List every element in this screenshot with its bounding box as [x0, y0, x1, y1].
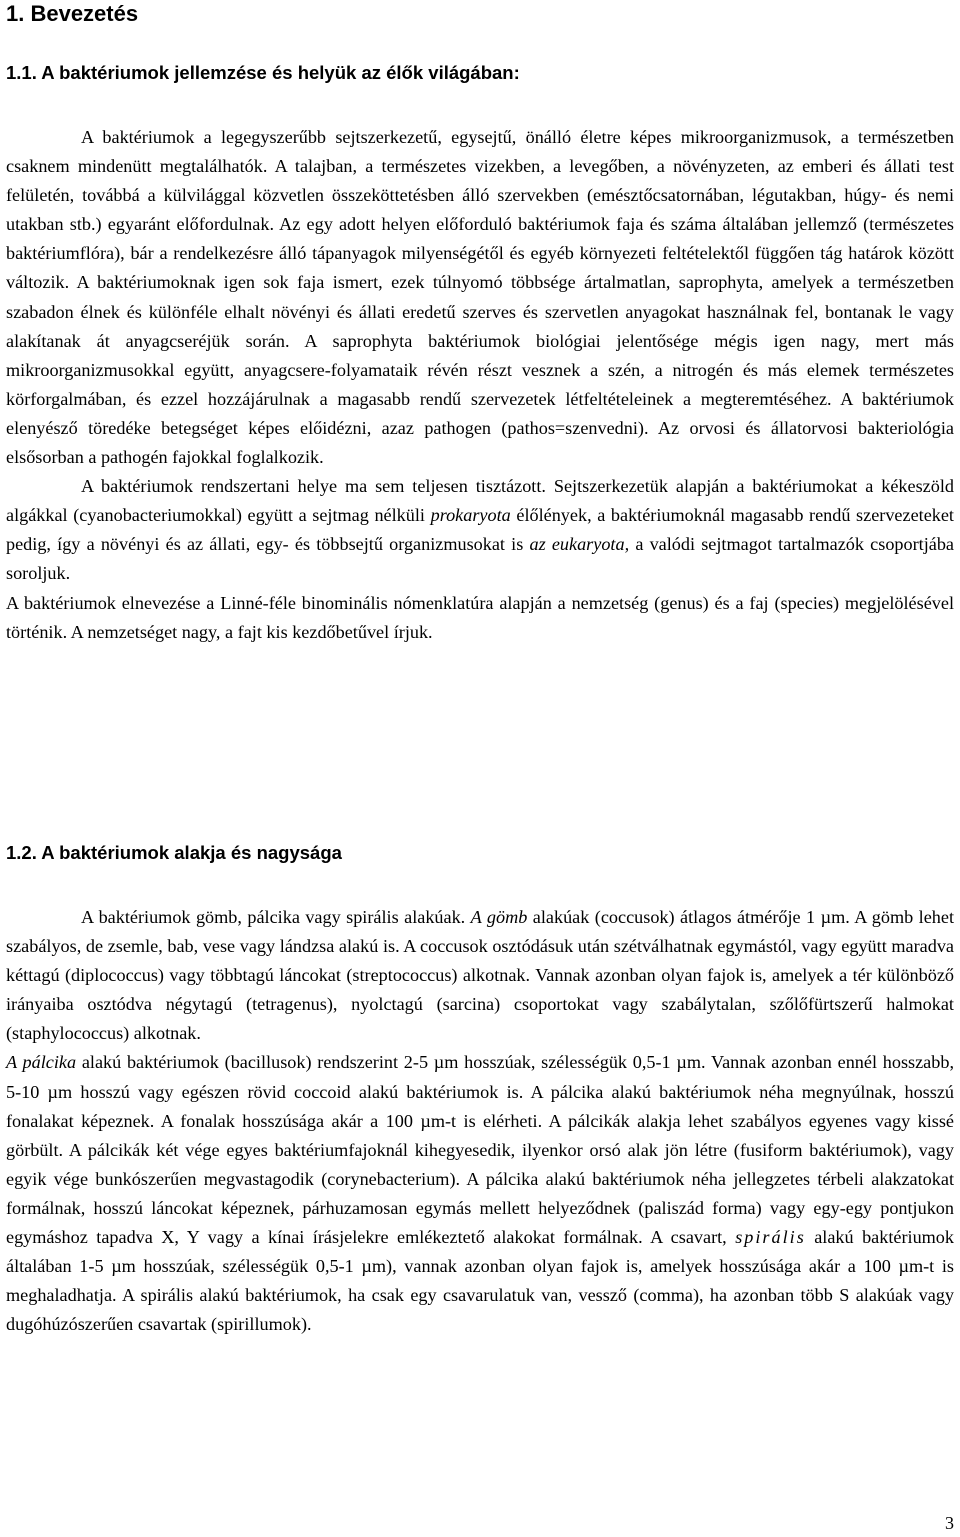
- text-run: alakú baktériumok általában 1-5 µm hosszúak, szélességük 0,5-1 µm), vannak azonban olyan fajok is, amelyek hosszúsága akár a 100 µm-t is meghaladhatja. A spirális alakú baktériumok, ha csak egy csavarulatuk van, vessző (comma), ha azonban több S alakúak vagy dugóhúzószerűen csavartak (spirillumok).: [6, 1227, 954, 1335]
- paragraph: [6, 903, 954, 1048]
- paragraph: A baktériumok a legegyszerűbb sejtszerkezetű, egysejtű, önálló életre képes mikroorganizmusok, a természetben csaknem mindenütt megtalálhatók. A talajban, a természetes vizekben, a levegőben, a növényzeten, az emberi és állati test felületén, továbbá a külvilággal közvetlen összeköttetésben álló szervekben (emésztőcsatornában, légutakban, húgy- és nemi utakban stb.) egyaránt előfordulnak. Az egy adott helyen előforduló baktériumok faja és száma általában jellemző (természetes baktériumflóra), bár a rendelkezésre álló tápanyagok milyenségétől és egyéb környezeti feltételektől függően tág határok között változik. A baktériumoknak igen sok faja ismert, ezek túlnyomó többsége ártalmatlan, saprophyta, amelyek a természetben szabadon élnek és különféle elhalt növényi és állati eredetű szerves és szervetlen anyagokat használnak fel, bontanak le vagy alakítanak át anyagcseréjük során. A saprophyta baktériumok biológiai jelentősége mégis igen nagy, mert más mikroorganizmusokkal együtt, anyagcsere-folyamataik révén részt vesznek a szén, a nitrogén és más elemek természetes körforgalmában, és ezzel hozzájárulnak a magasabb rendű szervezetek létfeltételeinek a megteremtéséhez. A baktériumok elenyésző töredéke betegséget képes előidézni, azaz pathogen (pathos=szenvedni). Az orvosi és állatorvosi bakteriológia elsősorban a pathogén fajokkal foglalkozik.: [6, 127, 954, 468]
- chapter-heading: 1. Bevezetés: [6, 1, 139, 26]
- text-run: A baktériumok rendszertani helye ma sem teljesen tisztázott. Sejtszerkezetük alapján a baktériumokat a kékeszöld algákkal (cyanobacteriumokkal) együtt a sejtmag nélküli: [6, 476, 954, 526]
- italic-term-palcika: A pálcika: [6, 1052, 77, 1073]
- section-heading-1-2: 1.2. A baktériumok alakja és nagysága: [6, 842, 342, 863]
- paragraph: A baktériumok elnevezése a Linné-féle binominális nómenklatúra alapján a nemzetség (genus) és a faj (species) megjelölésével történik. A nemzetséget nagy, a fajt kis kezdőbetűvel írjuk.: [6, 592, 954, 642]
- page-number: 3: [945, 1513, 954, 1533]
- paragraph: [6, 472, 954, 588]
- text-run: alakú baktériumok (bacillusok) rendszerint 2-5 µm hosszúak, szélességük 0,5-1 µm. Vannak azonban ennél hosszabb, 5-10 µm hosszú vagy egészen rövid coccoid alakú baktériumok is. A pálcika alakú baktériumok néha megnyúlnak, hosszú fonalakat képeznek. A fonalak hosszúsága akár a 100 µm-t is elérheti. A pálcikák alakja lehet szabályos egyenes vagy kissé görbült. A pálcikák két vége egyes baktériumfajoknál kihegyesedik, ilyenkor orsó alak jön létre (fusiform baktériumok), vagy egyik vége bunkószerűen megvastagodik (corynebacterium). A pálcika alakú baktériumok néha jellegzetes térbeli alakzatokat formálnak, hosszú láncokat képeznek, párhuzamosan egymás mellett helyeződnek (paliszád forma) vagy egy-egy pontjukon egymáshoz tapadva X, Y vagy a kínai írásjelekre emlékeztető alakokat formálnak. A csavart,: [6, 1052, 954, 1248]
- text-run: a valódi sejtmagot tartalmazók csoportjába soroljuk.: [6, 534, 955, 584]
- section-1-1-body: [6, 123, 954, 647]
- italic-term-eukaryota: az eukaryota,: [529, 534, 630, 555]
- text-run: élőlények, a baktériumoknál magasabb rendű szervezeteket pedig, így a növényi és az állati, egy- és többsejtű organizmusokat is: [6, 505, 954, 555]
- section-1-2-body: [6, 903, 954, 1339]
- text-run: alakúak (coccusok) átlagos átmérője 1 µm. A gömb lehet szabályos, de zsemle, bab, vese vagy lándzsa alakú is. A coccusok osztódásuk után szétválhatnak egymástól, vagy együtt maradva kéttagú (diplococcus) vagy többtagú láncokat (streptococcus) alkotnak. Vannak azonban olyan fajok is, amelyek a tér különböző irányaiba osztódva négytagú (tetragenus), nyolctagú (sarcina) csoportokat vagy szabálytalan, szőlőfürtszerű halmokat (staphylococcus) alkotnak.: [6, 907, 955, 1044]
- section-heading-1-1: 1.1. A baktériumok jellemzése és helyük az élők világában:: [6, 62, 520, 83]
- text-run: A baktériumok gömb, pálcika vagy spirális alakúak.: [81, 907, 471, 927]
- italic-term-prokaryota: prokaryota: [430, 505, 511, 526]
- italic-term-spiralis: spirális: [735, 1227, 806, 1248]
- italic-term-gomb: A gömb: [470, 907, 528, 927]
- paragraph: [6, 1048, 954, 1339]
